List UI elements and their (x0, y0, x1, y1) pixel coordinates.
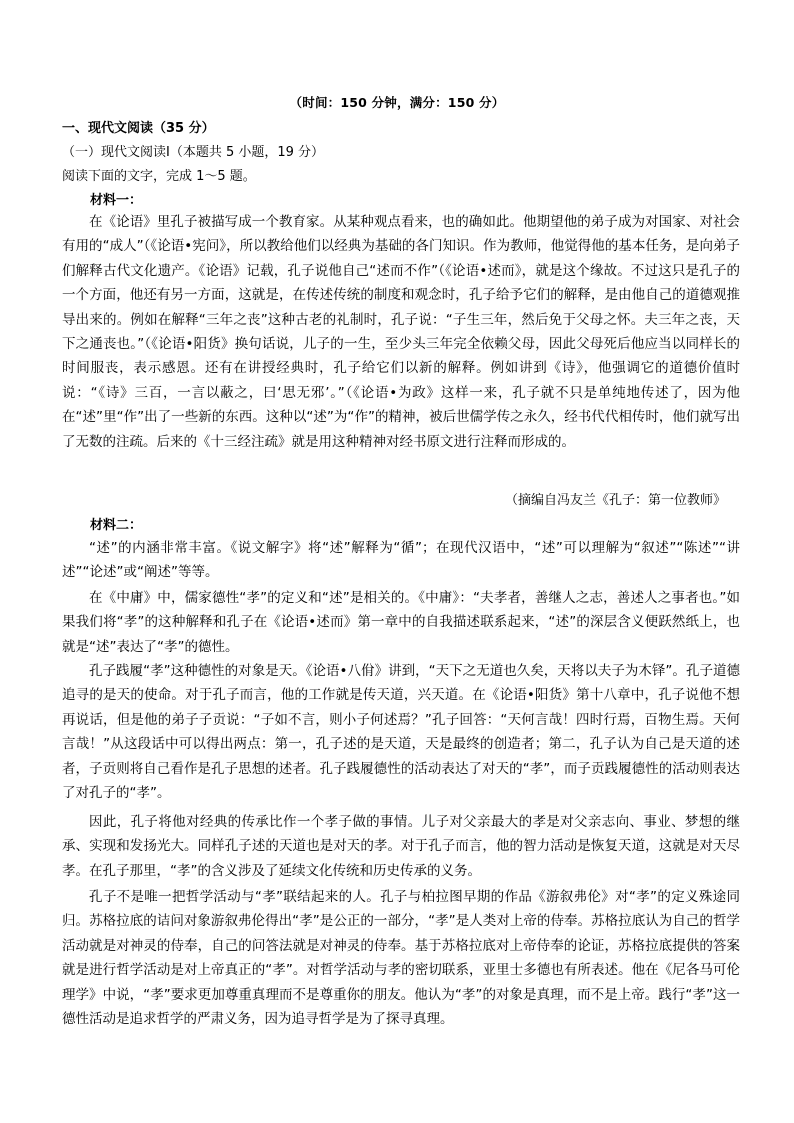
material-two-paragraph: 孔子践履“孝”这种德性的对象是天。《论语•八佾》讲到，“天下之无道也久矣，天将以夫子为木铎”。孔子道德追寻的是天的使命。对于孔子而言，他的工作就是传天道，兴天道。在《论语•阳货》第十八章中，孔子说他不想再说话，但是他的弟子子贡说：“子如不言，则小子何述焉？”孔子回答：“天何言哉！四时行焉，百物生焉。天何言哉！”从这段话中可以得出两点：第一，孔子述的是天道，天是最终的创造者；第二，孔子认为自己是天道的述者，子贡则将自己看作是孔子思想的述者。孔子践履德性的活动表达了对天的“孝”，而子贡践履德性的活动则表达了对孔子的“孝”。 (62, 663, 740, 802)
material-two-paragraph: “述”的内涵非常丰富。《说文解字》将“述”解释为“循”；在现代汉语中，“述”可以理解为“叙述”“陈述”“讲述”“论述”或“阐述”等等。 (62, 540, 740, 581)
reading-instruction: 阅读下面的文字，完成 1～5 题。 (62, 169, 256, 184)
exam-info: （时间：150 分钟，满分：150 分） (289, 95, 505, 110)
material-one-label: 材料一： (90, 193, 143, 208)
material-one-source: （摘编自冯友兰《孔子：第一位教师》 (504, 493, 726, 508)
section-title: 一、现代文阅读（35 分） (62, 121, 215, 136)
material-two-paragraph: 因此，孔子将他对经典的传承比作一个孝子做的事情。儿子对父亲最大的孝是对父亲志向、事业、梦想的继承、实现和发扬光大。同样孔子述的天道也是对天的孝。对于孔子而言，他的智力活动是恢复天道，这就是对天尽孝。在孔子那里，“孝”的含义涉及了延续文化传统和历史传承的义务。 (62, 814, 740, 879)
material-two-paragraph: 在《中庸》中，儒家德性“孝”的定义和“述”是相关的。《中庸》：“夫孝者，善继人之志，善述人之事者也。”如果我们将“孝”的这种解释和孔子在《论语•述而》第一章中的自我描述联系起来，“述”的深层含义便跃然纸上，也就是“述”表达了“孝”的德性。 (62, 590, 740, 655)
material-one-paragraph: 在《论语》里孔子被描写成一个教育家。从某种观点看来，也的确如此。他期望他的弟子成为对国家、对社会有用的“成人”（《论语•宪问》，所以教给他们以经典为基础的各门知识。作为教师，他觉得他的基本任务，是向弟子们解释古代文化遗产。《论语》记载，孔子说他自己“述而不作”（《论语•述而》，就是这个缘故。不过这只是孔子的一个方面，他还有另一方面，这就是，在传述传统的制度和观念时，孔子给予它们的解释，是由他自己的道德观推导出来的。例如在解释“三年之丧”这种古老的礼制时，孔子说：“子生三年，然后免于父母之怀。夫三年之丧，天下之通丧也。”（《论语•阳货》换句话说，儿子的一生，至少头三年完全依赖父母，因此父母死后他应当以同样长的时间服丧，表示感恩。还有在讲授经典时，孔子给它们以新的解释。例如讲到《诗》，他强调它的道德价值时说：“《诗》三百，一言以蔽之，曰‘思无邪’。”（《论语•为政》这样一来，孔子就不只是单纯地传述了，因为他在“述”里“作”出了一些新的东西。这种以“述”为“作”的精神，被后世儒学传之永久，经书代代相传时，他们就写出了无数的注疏。后来的《十三经注疏》就是用这种精神对经书原文进行注释而形成的。 (62, 214, 740, 450)
subsection-title: （一）现代文阅读Ⅰ（本题共 5 小题，19 分） (62, 145, 325, 160)
material-two-label: 材料二： (90, 518, 143, 533)
material-two-paragraph: 孔子不是唯一把哲学活动与“孝”联结起来的人。孔子与柏拉图早期的作品《游叙弗伦》对“孝”的定义殊途同归。苏格拉底的诘问对象游叙弗伦得出“孝”是公正的一部分，“孝”是人类对上帝的侍奉。苏格拉底认为自己的哲学活动就是对神灵的侍奉，自己的问答法就是对神灵的侍奉。基于苏格拉底对上帝侍奉的论证，苏格拉底提供的答案就是进行哲学活动是对上帝真正的“孝”。对哲学活动与孝的密切联系，亚里士多德也有所表述。他在《尼各马可伦理学》中说，“孝”要求更加尊重真理而不是尊重你的朋友。他认为“孝”的对象是真理，而不是上帝。践行“孝”这一德性活动是追求哲学的严肃义务，因为追寻哲学是为了探寻真理。 (62, 889, 740, 1028)
